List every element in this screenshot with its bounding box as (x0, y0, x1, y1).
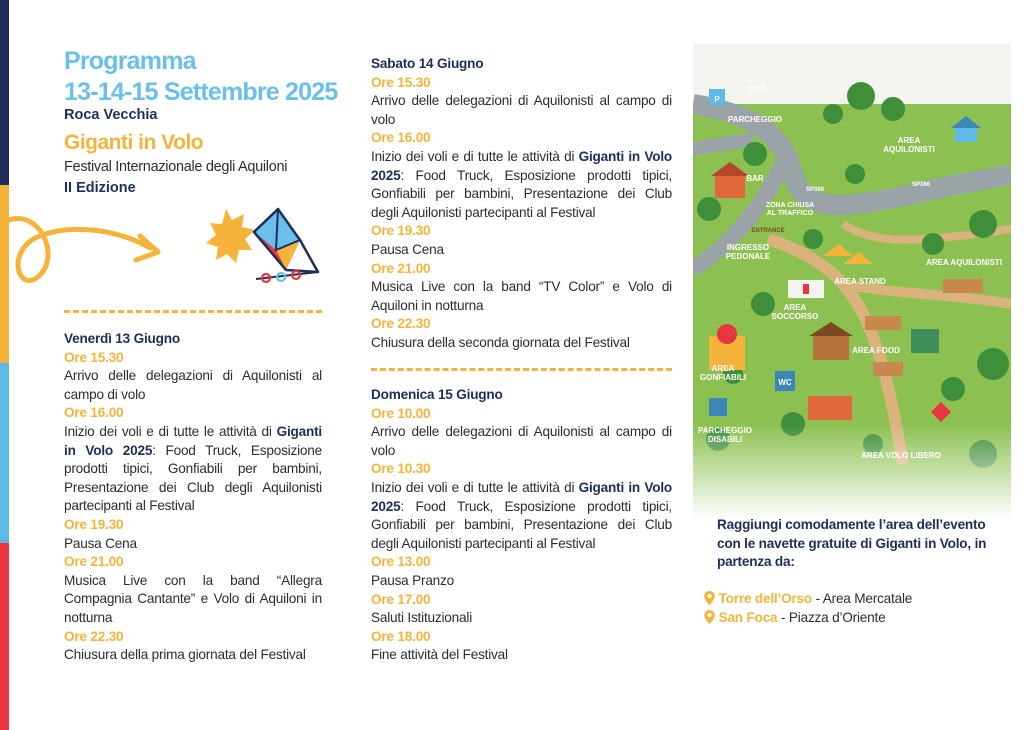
day-title: Sabato 14 Giugno (371, 56, 484, 71)
schedule-item (64, 553, 322, 627)
event-text: Pausa Cena (371, 241, 444, 257)
shuttle-info: Raggiungi comodamente l’area dell’evento con le navette gratuite di Giganti in Volo, in partenza da: (717, 517, 987, 570)
map-label: SP366 (747, 86, 767, 92)
map-label: SOCCORSO (771, 312, 819, 321)
stop-town: San Foca (718, 610, 778, 625)
day-sunday (371, 386, 672, 665)
event-map (693, 44, 1011, 519)
event-time: Ore 13.00 (371, 554, 431, 570)
schedule-item (371, 74, 672, 130)
event-time: Ore 17.00 (371, 591, 431, 607)
event-text: Chiusura della prima giornata del Festival (64, 647, 306, 663)
shuttle-stop (704, 609, 885, 627)
shuttle-stop (704, 590, 912, 608)
event-time: Ore 16.00 (371, 130, 431, 146)
map-label: AREA FOOD (852, 346, 900, 355)
map-label: ENTRANCE (751, 228, 785, 234)
event-place: Roca Vecchia (64, 107, 158, 123)
map-label: BAR (746, 174, 764, 183)
stop-town: Torre dell’Orso (718, 591, 813, 606)
map-label: AL TRAFFICO (766, 210, 814, 217)
map-label: AREA STAND (834, 277, 886, 286)
event-text: Inizio dei voli e di tutte le attività di Giganti in Volo 2025: Food Truck, Esposizione prodotti tipici, Gonfiabili per bambini, Presentazione dei Club degli Aquilonisti partecipanti al Festival (371, 479, 672, 551)
event-time: Ore 19.30 (371, 223, 431, 239)
left-stripe-navy (0, 0, 9, 185)
schedule-item (64, 628, 322, 665)
event-text: Inizio dei voli e di tutte le attività di Giganti in Volo 2025: Food Truck, Esposizione prodotti tipici, Gonfiabili per bambini, Presentazione dei Club degli Aquilonisti partecipanti al Festival (371, 148, 672, 220)
program-title: Programma (64, 47, 196, 75)
schedule-item (371, 315, 672, 352)
event-name: Giganti in Volo (64, 131, 204, 154)
schedule-item (371, 405, 672, 461)
event-text: Inizio dei voli e di tutte le attività di Giganti in Volo 2025: Food Truck, Esposizione prodotti tipici, Gonfiabili per bambini, Presentazione dei Club degli Aquilonisti partecipanti al Festival (64, 423, 322, 514)
map-label: AREA (711, 364, 735, 373)
event-text: Fine attività del Festival (371, 647, 508, 663)
schedule-item (371, 553, 672, 590)
event-text: Pausa Cena (64, 535, 137, 551)
event-time: Ore 10.30 (371, 461, 431, 477)
event-edition: II Edizione (64, 180, 136, 196)
map-label: WC (778, 378, 792, 387)
event-text: Arrivo delle delegazioni di Aquilonisti al campo di volo (371, 93, 672, 127)
event-subtitle: Festival Internazionale degli Aquiloni (64, 159, 288, 175)
schedule-item (371, 591, 672, 628)
sun-icon (206, 209, 255, 263)
event-time: Ore 19.30 (64, 516, 124, 532)
schedule-item (371, 628, 672, 665)
event-time: Ore 22.30 (64, 628, 124, 644)
schedule-item (64, 349, 322, 405)
event-time: Ore 16.00 (64, 405, 124, 421)
map-label: SP366 (911, 182, 931, 188)
location-pin-icon (704, 610, 715, 624)
map-label: PEDONALE (725, 252, 771, 261)
map-label: AREA (783, 303, 807, 312)
day-saturday (371, 55, 672, 353)
map-label: SP366 (805, 187, 825, 193)
event-text: Arrivo delle delegazioni di Aquilonisti al campo di volo (371, 424, 672, 458)
kite-icon (254, 209, 318, 282)
schedule-item (371, 222, 672, 259)
schedule-item (64, 516, 322, 553)
swirl-arrow-icon (9, 219, 150, 281)
kite-illustration (0, 200, 330, 300)
event-text: Saluti Istituzionali (371, 610, 473, 626)
schedule-item (371, 260, 672, 316)
stop-place: - Piazza d’Oriente (777, 610, 886, 625)
location-pin-icon (704, 591, 715, 605)
map-label: AREA AQUILONISTI (926, 258, 1002, 267)
left-stripe-red (0, 543, 9, 730)
event-text: Arrivo delle delegazioni di Aquilonisti al campo di volo (64, 368, 322, 402)
day-title: Venerdì 13 Giugno (64, 331, 180, 346)
divider (371, 368, 672, 371)
event-time: Ore 21.00 (64, 554, 124, 570)
event-time: Ore 15.30 (371, 74, 431, 90)
stop-place: - Area Mercatale (812, 591, 913, 606)
left-stripe-blue (0, 363, 9, 543)
event-time: Ore 18.00 (371, 628, 431, 644)
schedule-item (371, 129, 672, 222)
map-label: P (714, 95, 720, 104)
map-label: ZONA CHIUSA (765, 202, 815, 209)
program-dates: 13-14-15 Settembre 2025 (64, 78, 338, 106)
map-label: AQUILONISTI (883, 145, 935, 154)
event-text: Musica Live con la band “Allegra Compagnia Cantante” e Volo di Aquiloni in notturna (64, 572, 322, 625)
map-label: AREA (897, 136, 921, 145)
event-text: Pausa Pranzo (371, 572, 454, 588)
day-title: Domenica 15 Giugno (371, 387, 503, 402)
map-label: INGRESSO (726, 243, 770, 252)
map-label: PARCHEGGIO (727, 115, 783, 124)
event-time: Ore 10.00 (371, 405, 431, 421)
event-time: Ore 22.30 (371, 316, 431, 332)
event-time: Ore 15.30 (64, 349, 124, 365)
schedule-item (64, 404, 322, 516)
event-text: Musica Live con la band “TV Color” e Volo di Aquiloni in notturna (371, 279, 672, 313)
divider (64, 310, 322, 313)
day-friday (64, 330, 322, 665)
schedule-item (371, 460, 672, 553)
event-time: Ore 21.00 (371, 260, 431, 276)
event-text: Chiusura della seconda giornata del Festival (371, 334, 630, 350)
map-label: GONFIABILI (699, 373, 747, 382)
